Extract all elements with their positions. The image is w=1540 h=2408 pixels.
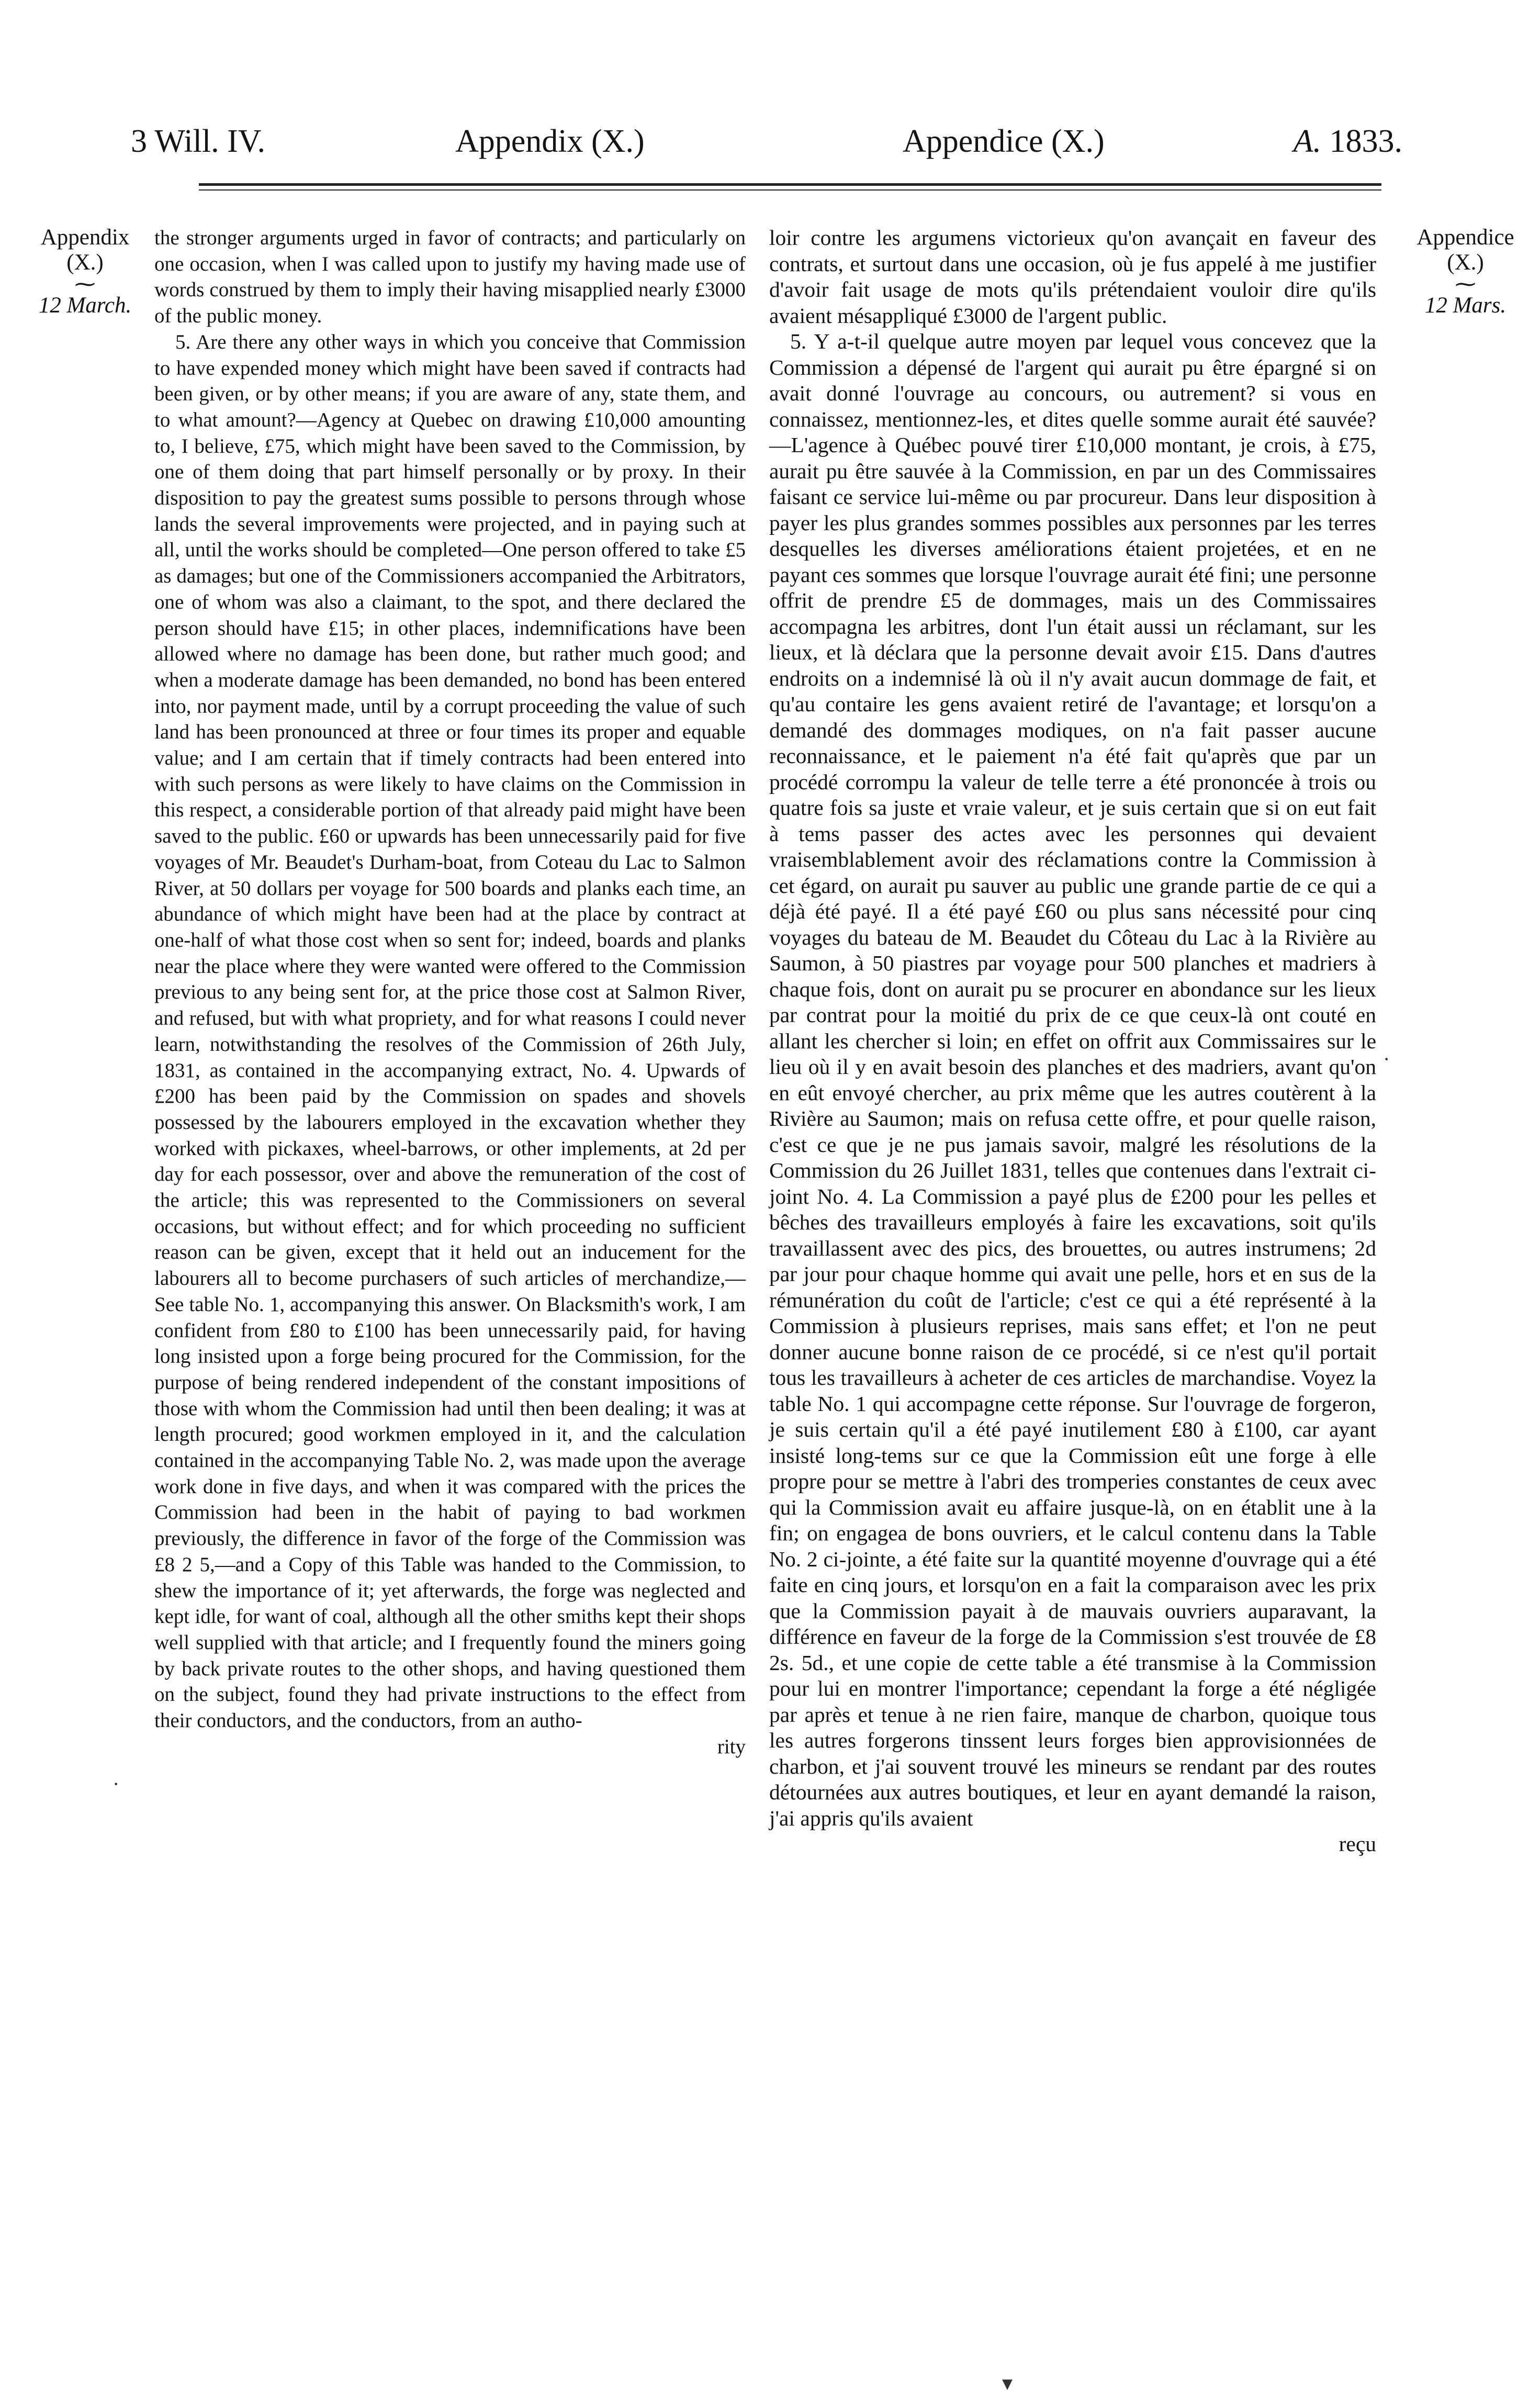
french-column bbox=[769, 225, 1376, 1857]
side-note-left-brace: ⁓ bbox=[74, 272, 96, 296]
english-column bbox=[154, 225, 746, 1760]
header-rule-thin bbox=[199, 189, 1381, 191]
side-note-left-section: (X.) bbox=[66, 250, 104, 275]
side-note-right-label: Appendice bbox=[1417, 225, 1514, 250]
side-note-left-label: Appendix bbox=[40, 225, 130, 250]
side-note-right bbox=[1409, 225, 1522, 318]
stray-mark: ▾ bbox=[1002, 2371, 1013, 2395]
header-regnal-year: 3 Will. IV. bbox=[131, 124, 266, 159]
side-note-left bbox=[31, 225, 139, 318]
header-year-letter: A. bbox=[1293, 124, 1321, 159]
header-rule-thick bbox=[199, 183, 1381, 186]
english-paragraph-question-5: 5. Are there any other ways in which you conceive that Commission to have expended money which might have been saved if contracts had been given, or by other means; if you are aware of any, state them, and to what amount?—Agency at Quebec on drawing £10,000 amounting to, I believe, £75, which might have been saved to the Commission, by one of them doing that part himself personally or by proxy. In their disposition to pay the greatest sums possible to persons through whose lands the several improvements were projected, and in paying such at all, until the works should be completed—One person offered to take £5 as damages; but one of the Commissioners accompanied the Arbitrators, one of whom was also a claimant, to the spot, and there declared the person should have £15; in other places, indemnifications have been allowed where no damage has been done, but rather much good; and when a moderate damage has been demanded, no bond has been entered into, nor payment made, until by a corrupt proceeding the value of such land has been pronounced at three or four times its proper and equable value; and I am certain that if timely contracts had been entered into with such persons as were likely to have claims on the Commission in this respect, a considerable portion of that already paid might have been saved to the public. £60 or upwards has been unnecessarily paid for five voyages of Mr. Beaudet's Durham-boat, from Coteau du Lac to Salmon River, at 50 dollars per voyage for 500 boards and planks each time, an abundance of which might have been had at the place by contract at one-half of what those cost when so sent for; indeed, boards and planks near the place where they were wanted were offered to the Commission previous to any being sent for, at the price those cost at Salmon River, and refused, but with what propriety, and for what reasons I could never learn, notwithstanding the resolves of the Commission of 26th July, 1831, as contained in the accompanying extract, No. 4. Upwards of £200 has been paid by the Commission on spades and shovels possessed by the labourers employed in the excavation whether they worked with pickaxes, wheel-barrows, or other implements, at 2d per day for each possessor, over and above the remuneration of the cost of the article; this was represented to the Commissioners on several occasions, but without effect; and for which proceeding no sufficient reason can be given, except that it held out an inducement for the labourers all to become purchasers of such articles of merchandize,—See table No. 1, accompanying this answer. On Blacksmith's work, I am confident from £80 to £100 has been unnecessarily paid, for having long insisted upon a forge being procured for the Commission, for the purpose of being rendered independent of the constant impositions of those with whom the Commission had until then been dealing; it was at length procured; good workmen employed in it, and the calculation contained in the accompanying Table No. 2, was made upon the average work done in five days, and when it was compared with the prices the Commission had been in the habit of paying to bad workmen previously, the difference in favor of the forge of the Commission was £8 2 5,—and a Copy of this Table was handed to the Commission, to shew the importance of it; yet afterwards, the forge was neglected and kept idle, for want of coal, although all the other smiths kept their shops well supplied with that article; and I frequently found the miners going by back private routes to the other shops, and having questioned them on the subject, found they had private instructions to the effect from their conductors, and the conductors, from an autho- bbox=[154, 330, 746, 1732]
french-paragraph-question-5: 5. Y a-t-il quelque autre moyen par lequel vous concevez que la Commission a dépensé de l'argent qui aurait pu être épargné si on avait donné l'ouvrage au concours, ou autrement? si vous en connaissez, mentionnez-les, et dites quelle somme aurait été sauvée?—L'agence à Québec pouvé tirer £10,000 montant, je crois, à £75, aurait pu être sauvée à la Commission, en par un des Commissaires faisant ce service lui-même ou par procureur. Dans leur disposition à payer les plus grandes sommes possibles aux personnes par les terres desquelles les diverses améliorations étaient projetées, et en ne payant ces sommes que lorsque l'ouvrage aurait été fini; une personne offrit de prendre £5 de dommages, mais un des Commissaires accompagna les arbitres, dont l'un était aussi un réclamant, sur les lieux, et là déclara que la personne devait avoir £15. Dans d'autres endroits on a indemnisé là où il n'y avait aucun dommage de fait, et qu'au contaire les gens avaient retiré de l'avantage; et lorsqu'on a demandé des dommages modiques, on n'a fait passer aucune reconnaissance, et le paiement n'a été fait qu'après que par un procédé corrompu la valeur de telle terre a été prononcée à trois ou quatre fois sa juste et vraie valeur, et je suis certain que si on eut fait à tems passer des actes avec les personnes qui devaient vraisemblablement avoir des réclamations contre la Commission à cet égard, on aurait pu sauver au public une grande partie de ce qui a déjà été payé. Il a été payé £60 ou plus sans nécessité pour cinq voyages du bateau de M. Beaudet du Côteau du Lac à la Rivière au Saumon, à 50 piastres par voyage pour 500 planches et madriers à chaque fois, dont on aurait pu se procurer en abondance sur les lieux par contrat pour la moitié du prix de ce que ceux-là ont couté en allant les chercher si loin; en effet on offrit aux Commissaires sur le lieu où il y en avait besoin des planches et des madriers, avant qu'on en eût envoyé chercher, au prix même que les autres coutèrent à la Rivière au Saumon; mais on refusa cette offre, et pour quelle raison, c'est ce que je ne pus jamais savoir, malgré les résolutions de la Commission du 26 Juillet 1831, telles que contenues dans l'extrait ci-joint No. 4. La Commission a payé plus de £200 pour les pelles et bêches des travailleurs employés à faire les excavations, soit qu'ils travaillassent avec des pics, des brouettes, ou autres instrumens; 2d par jour pour chaque homme qui avait une pelle, hors et en sus de la rémunération du coût de l'article; c'est ce qui a été représenté à la Commission à plusieurs reprises, mais sans effet; et l'on ne peut donner aucune bonne raison de ce procédé, si ce n'est qu'il portait tous les travailleurs à acheter de ces articles de marchandise. Voyez la table No. 1 qui accompagne cette réponse. Sur l'ouvrage de forgeron, je suis certain qu'il a été payé inutilement £80 à £100, car ayant insisté long-tems sur ce que la Commission eût une forge à elle propre pour se mettre à l'abri des tromperies constantes de ceux avec qui la Commission avait eu affaire jusque-là, on en établit une à la fin; on engagea de bons ouvriers, et le calcul contenu dans la Table No. 2 ci-jointe, a été faite sur la quantité moyenne d'ouvrage qui a été faite en cinq jours, et lorsqu'on en a fait la comparaison avec les prix que la Commission payait à de mauvais ouvriers auparavant, la différence en faveur de la forge de la Commission s'est trouvée de £8 2s. 5d., et une copie de cette table a été transmise à la Commission pour lui en montrer l'importance; cependant la forge a été négligée par après et tenue à ne rien faire, manque de charbon, quoique tous les autres forgerons tinssent leurs forges bien approvisionnées de charbon, et j'ai souvent trouvé les mineurs se rendant par des routes détournées aux autres boutiques, et leur en ayant demandé la raison, j'ai appris qu'ils avaient bbox=[769, 329, 1376, 1830]
english-paragraph-continuation: the stronger arguments urged in favor of contracts; and particularly on one occasion, when I was called upon to justify my having made use of words construed by them to imply their having misapplied nearly £3000 of the public money. bbox=[154, 227, 746, 328]
french-catchword: reçu bbox=[1339, 1832, 1376, 1856]
side-note-left-date: 12 March. bbox=[38, 293, 132, 318]
side-note-right-section: (X.) bbox=[1447, 250, 1484, 275]
side-note-right-date: 12 Mars. bbox=[1424, 293, 1507, 318]
stray-mark: · bbox=[113, 1772, 120, 1796]
english-catchword: rity bbox=[717, 1735, 746, 1758]
header-title-french: Appendice (X.) bbox=[903, 124, 1105, 159]
side-note-right-brace: ⁓ bbox=[1455, 272, 1476, 296]
header-year bbox=[1294, 118, 1402, 165]
header-title-english: Appendix (X.) bbox=[455, 124, 645, 159]
header-year-number: 1833. bbox=[1329, 124, 1402, 159]
stray-mark: · bbox=[1383, 1047, 1390, 1071]
french-paragraph-continuation: loir contre les argumens victorieux qu'on avançait en faveur des contrats, et surtout dans une occasion, où je fus appelé à me justifier d'avoir fait usage de mots qu'ils prétendaient vouloir dire qu'ils avaient mésappliqué £3000 de l'argent public. bbox=[769, 226, 1376, 328]
